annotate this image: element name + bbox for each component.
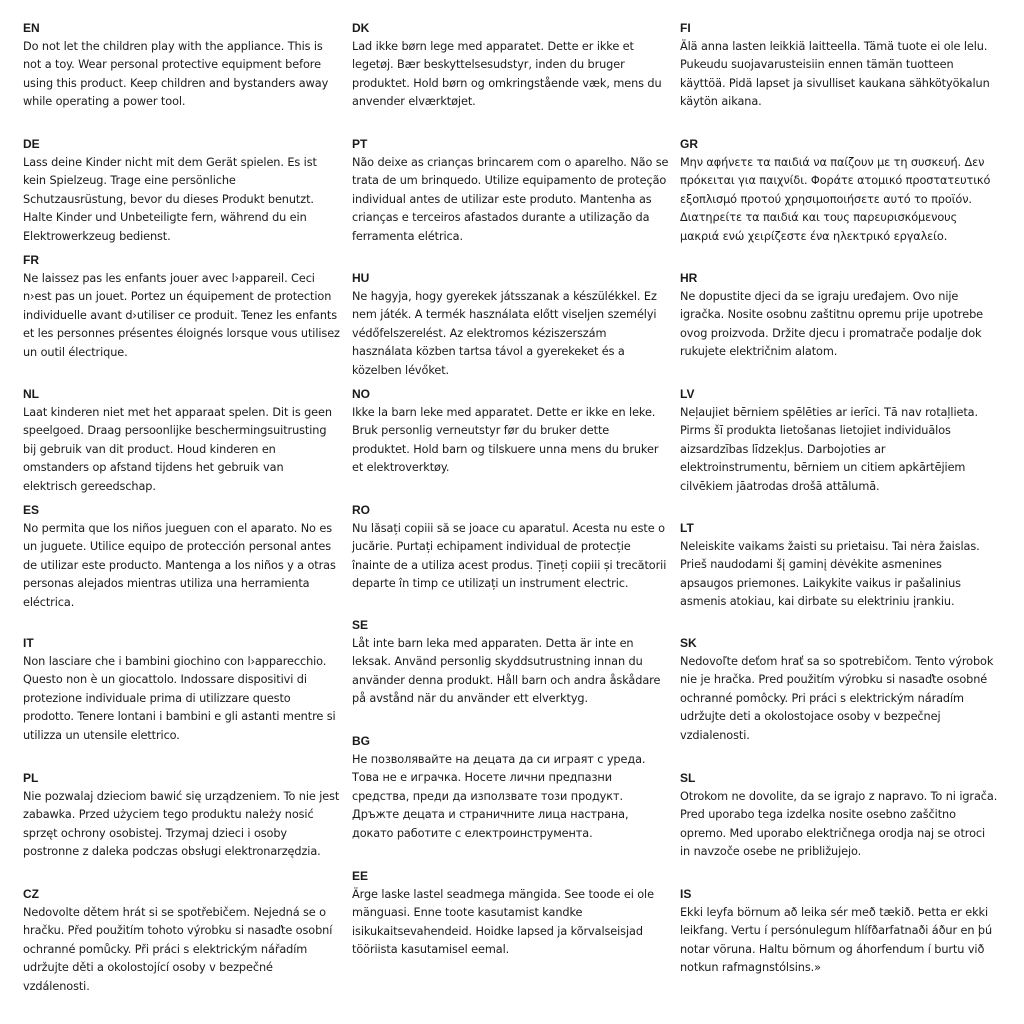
language-code: IT bbox=[23, 636, 34, 650]
section-no bbox=[352, 384, 670, 478]
language-code: NL bbox=[23, 387, 39, 401]
section-bg bbox=[352, 731, 670, 843]
section-nl bbox=[23, 384, 341, 496]
section-lv bbox=[680, 384, 998, 496]
section-pl bbox=[23, 768, 341, 862]
section-ee bbox=[352, 866, 670, 960]
warning-text: Lass deine Kinder nicht mit dem Gerät spielen. Es ist kein Spielzeug. Trage eine persönliche Schutzausrüstung, bevor du dieses Produkt benutzt. Halte Kinder und Unbeteiligte fern, während du ein Elektrowerkzeug bedienst. bbox=[23, 156, 317, 243]
language-code: SK bbox=[680, 636, 697, 650]
warning-text: Nu lăsați copiii să se joace cu aparatul. Acesta nu este o jucărie. Purtați echipament individual de protecție înainte de a utiliza acest produs. Țineți copiii și trecătorii departe în timp ce utilizați un instrument electric. bbox=[352, 522, 667, 591]
warning-text: Не позволявайте на децата да си играят с уреда. Това не е играчка. Носете лични предпазни средства, преди да използвате този продукт. Дръжте децата и страничните лица настрана, докато работите с електроинструмента. bbox=[352, 753, 646, 840]
warning-text: Ärge laske lastel seadmega mängida. See toode ei ole mänguasi. Enne toote kasutamist kandke isikukaitsevahendeid. Hoidke lapsed ja kõrvalseisjad tööriista kasutamisel eemal. bbox=[352, 888, 654, 957]
warning-text: Non lasciare che i bambini giochino con l›apparecchio. Questo non è un giocattolo. Indossare dispositivi di protezione individuale prima di utilizzare questo prodotto. Tenere lontani i bambini e gli astanti mentre si utilizza un utensile elettrico. bbox=[23, 655, 336, 742]
warning-text: Nedovolte dětem hrát si se spotřebičem. Nejedná se o hračku. Před použitím tohoto výrobku si nasaďte osobní ochranné pomůcky. Při práci s elektrickým nářadím udržujte děti a okolostojící osoby v bezpečné vzdálenosti. bbox=[23, 906, 333, 993]
language-code: SL bbox=[680, 771, 696, 785]
section-gr bbox=[680, 134, 998, 246]
language-code: IS bbox=[680, 887, 692, 901]
warning-text: Do not let the children play with the appliance. This is not a toy. Wear personal protective equipment before using this product. Keep children and bystanders away while operating a power tool. bbox=[23, 40, 329, 109]
language-code: PT bbox=[352, 137, 368, 151]
language-code: RO bbox=[352, 503, 370, 517]
language-code: BG bbox=[352, 734, 370, 748]
warning-text: No permita que los niños jueguen con el aparato. No es un juguete. Utilice equipo de protección personal antes de utilizar este producto. Mantenga a los niños y a otras personas alejados mientras utiliza una herramienta eléctrica. bbox=[23, 522, 336, 609]
warning-text: Neļaujiet bērniem spēlēties ar ierīci. Tā nav rotaļlieta. Pirms šī produkta lietošanas lietojiet individuālos aizsardzības līdzekļus. Darbojoties ar elektroinstrumentu, bērniem un citiem apkārtējiem cilvēkiem jāatrodas drošā attālumā. bbox=[680, 406, 978, 493]
warning-text: Nedovoľte deťom hrať sa so spotrebičom. Tento výrobok nie je hračka. Pred použitím výrobku si nasaďte osobné ochranné pomôcky. Pri práci s elektrickým náradím udržujte deti a okolostojace osoby v bezpečnej vzdialenosti. bbox=[680, 655, 994, 742]
section-dk bbox=[352, 18, 670, 112]
language-code: FI bbox=[680, 21, 691, 35]
section-it bbox=[23, 633, 341, 745]
warning-text: Neleiskite vaikams žaisti su prietaisu. Tai nėra žaislas. Prieš naudodami šį gaminį dėvėkite asmenines apsaugos priemones. Laikykite vaikus ir pašalinius asmenis atokiau, kai dirbate su elektriniu įrankiu. bbox=[680, 540, 980, 609]
warning-text: Ne hagyja, hogy gyerekek játsszanak a készülékkel. Ez nem játék. A termék használata előtt viseljen személyi védőfelszerelést. Az elektromos kéziszerszám használata közben tartsa távol a gyerekeket és a közelben lévőket. bbox=[352, 290, 657, 377]
warning-text: Laat kinderen niet met het apparaat spelen. Dit is geen speelgoed. Draag persoonlijke beschermingsuitrusting bij gebruik van dit product. Houd kinderen en omstanders op afstand tijdens het gebruik van elektrisch gereedschap. bbox=[23, 406, 332, 493]
section-fi bbox=[680, 18, 998, 112]
section-se bbox=[352, 615, 670, 709]
warning-text: Μην αφήνετε τα παιδιά να παίζουν με τη συσκευή. Δεν πρόκειται για παιχνίδι. Φοράτε ατομικό προστατευτικό εξοπλισμό προτού χρησιμοποιήσετε αυτό το προϊόν. Διατηρείτε τα παιδιά και τους παρευρισκόμενους μακριά ενώ χειρίζεστε ένα ηλεκτρικό εργαλείο. bbox=[680, 156, 991, 243]
section-sk bbox=[680, 633, 998, 745]
section-hr bbox=[680, 268, 998, 362]
language-code: SE bbox=[352, 618, 369, 632]
language-code: DE bbox=[23, 137, 40, 151]
language-code: HR bbox=[680, 271, 698, 285]
section-ro bbox=[352, 500, 670, 594]
warning-text: Älä anna lasten leikkiä laitteella. Tämä tuote ei ole lelu. Pukeudu suojavarusteisiin ennen tämän tuotteen käyttöä. Pidä lapset ja sivulliset kaukana sähkötyökalun käytön aikana. bbox=[680, 40, 990, 109]
language-code: GR bbox=[680, 137, 698, 151]
warning-text: Ikke la barn leke med apparatet. Dette er ikke en leke. Bruk personlig verneutstyr før du bruker dette produktet. Hold barn og tilskuere unna mens du bruker et elektroverktøy. bbox=[352, 406, 659, 475]
language-code: DK bbox=[352, 21, 370, 35]
language-code: NO bbox=[352, 387, 370, 401]
language-code: PL bbox=[23, 771, 39, 785]
warning-text: Låt inte barn leka med apparaten. Detta är inte en leksak. Använd personlig skyddsutrustning innan du använder denna produkt. Håll barn och andra åskådare på avstånd när du använder ett elverktyg. bbox=[352, 637, 661, 706]
section-cz bbox=[23, 884, 341, 996]
language-code: ES bbox=[23, 503, 40, 517]
section-de bbox=[23, 134, 341, 246]
warning-text: Ekki leyfa börnum að leika sér með tækið. Þetta er ekki leikfang. Vertu í persónulegum hlífðarfatnaði áður en þú notar vöruna. Haltu börnum og áhorfendum í burtu við notkun rafmagnstólsins.» bbox=[680, 906, 993, 975]
section-pt bbox=[352, 134, 670, 246]
section-sl bbox=[680, 768, 998, 862]
section-is bbox=[680, 884, 998, 978]
section-fr bbox=[23, 250, 341, 362]
warning-text: Nie pozwalaj dzieciom bawić się urządzeniem. To nie jest zabawka. Przed użyciem tego produktu należy nosić sprzęt ochrony osobistej. Trzymaj dzieci i osoby postronne z daleka podczas obsługi elektronarzędzia. bbox=[23, 790, 340, 859]
language-code: EE bbox=[352, 869, 369, 883]
section-lt bbox=[680, 518, 998, 612]
warning-text: Lad ikke børn lege med apparatet. Dette er ikke et legetøj. Bær beskyttelsesudstyr, inden du bruger produktet. Hold børn og omkringstående væk, mens du anvender elværktøjet. bbox=[352, 40, 662, 109]
language-code: EN bbox=[23, 21, 40, 35]
warning-text: Ne dopustite djeci da se igraju uređajem. Ovo nije igračka. Nosite osobnu zaštitnu opremu prije upotrebe ovog proizvoda. Držite djecu i promatrače podalje dok rukujete električnim alatom. bbox=[680, 290, 983, 359]
warning-text: Não deixe as crianças brincarem com o aparelho. Não se trata de um brinquedo. Utilize equipamento de proteção individual antes de utilizar este produto. Mantenha as crianças e terceiros afastados durante a utilização da ferramenta elétrica. bbox=[352, 156, 669, 243]
language-code: HU bbox=[352, 271, 370, 285]
warning-text: Ne laissez pas les enfants jouer avec l›appareil. Ceci n›est pas un jouet. Portez un équipement de protection individuelle avant d›utiliser ce produit. Tenez les enfants et les personnes présentes éloignés lorsque vous utilisez un outil électrique. bbox=[23, 272, 340, 359]
language-code: CZ bbox=[23, 887, 39, 901]
section-hu bbox=[352, 268, 670, 380]
section-en bbox=[23, 18, 341, 112]
section-es bbox=[23, 500, 341, 612]
warning-text: Otrokom ne dovolite, da se igrajo z napravo. To ni igrača. Pred uporabo tega izdelka nosite osebno zaščitno opremo. Med uporabo električnega orodja naj se otroci in navzoče osebe ne približujejo. bbox=[680, 790, 998, 859]
language-code: FR bbox=[23, 253, 39, 267]
language-code: LT bbox=[680, 521, 694, 535]
language-code: LV bbox=[680, 387, 695, 401]
